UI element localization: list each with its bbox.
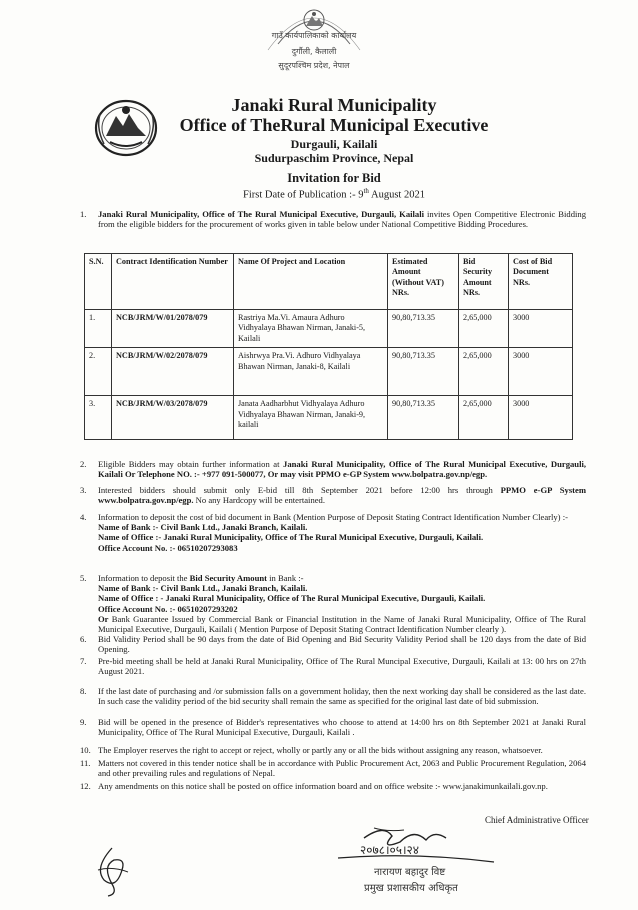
seal-line-2: दुर्गौली, कैलाली (291, 47, 337, 56)
signatory-title: Chief Administrative Officer (485, 815, 589, 825)
item-10: 10. The Employer reserves the right to accept or reject, wholly or partly any or all the bids without assigning any reason, whatsoever. (80, 745, 543, 755)
table-cell: 2,65,000 (459, 396, 509, 440)
table-header: Estimated Amount (Without VAT) NRs. (388, 254, 459, 310)
signature-date: २०७८।०५।२४ (360, 843, 420, 857)
table-row (85, 396, 573, 440)
item-11: 11. Matters not covered in this tender notice shall be in accordance with Public Procurement Act, 2063 and Public Procurement Regulation, 2064 and other prevailing rules and regulations of Nepal. (80, 758, 586, 779)
table-header: Cost of Bid Document NRs. (509, 254, 573, 310)
address-line-1: Durgauli, Kailali (290, 137, 378, 151)
table-cell: 3. (85, 396, 112, 440)
office-name: Office of TheRural Municipal Executive (179, 115, 489, 135)
table-row (85, 310, 573, 348)
item-6: 6. Bid Validity Period shall be 90 days from the date of Bid Opening and Bid Security Validity Period shall be 120 days from the date of Bid Opening. (80, 634, 586, 655)
seal-line-1: गाउँ कार्यपालिकाको कार्यालय (271, 31, 357, 40)
address-line-2: Sudurpaschim Province, Nepal (254, 151, 414, 165)
publication-date: First Date of Publication :- 9th August 2021 (243, 187, 425, 201)
item-12: 12. Any amendments on this notice shall be posted on office information board and on office website :- www.janakimunkailali.gov.np. (80, 781, 548, 791)
table-cell: 2,65,000 (459, 310, 509, 348)
table-header: S.N. (85, 254, 112, 310)
table-cell: 90,80,713.35 (388, 310, 459, 348)
initials-signature (82, 840, 142, 900)
item-4: 4. Information to deposit the cost of bid document in Bank (Mention Purpose of Deposit Stating Contract Identification Number Clearly) :- Name of Bank :- Civil Bank Ltd., Janaki Branch, Kailali. Name of Office :- Janaki Rural Municipality, Office of The Rural Municipal Executive, Durgauli, Kailali. Office Account No. :- 06510207293083 (80, 512, 568, 553)
table-cell: Rastriya Ma.Vi. Amaura Adhuro Vidhyalaya Bhawan Nirman, Janaki-5, Kailali (234, 310, 388, 348)
table-header: Name Of Project and Location (234, 254, 388, 310)
item-2: 2. Eligible Bidders may obtain further information at Janaki Rural Municipality, Office of The Rural Municipal Executive, Durgauli, Kailali Or Telephone NO. :- +977 091-500077, Or may visit PPMO e-GP System www.bolpatra.gov.np/egp. (80, 459, 586, 480)
table-cell: Aishrwya Pra.Vi. Adhuro Vidhyalaya Bhawan Nirman, Janaki-8, Kailali (234, 348, 388, 396)
table-cell: 3000 (509, 396, 573, 440)
table-cell: 90,80,713.35 (388, 396, 459, 440)
item-9: 9. Bid will be opened in the presence of Bidder's representatives who choose to attend at 14:00 hrs on 8th September 2021 at Janaki Rural Municipality, Office of The Rural Municipal Executive, Durgauli, Kailali . (80, 717, 586, 738)
seal-line-3: सुदूरपश्चिम प्रदेश, नेपाल (278, 61, 350, 70)
table-cell: 2. (85, 348, 112, 396)
table-row (85, 348, 573, 396)
table-cell: NCB/JRM/W/03/2078/079 (112, 396, 234, 440)
table-cell: 2,65,000 (459, 348, 509, 396)
item-1: 1. Janaki Rural Municipality, Office of The Rural Municipal Executive, Durgauli, Kailali invites Open Competitive Electronic Bidding from the eligible bidders for the procurement of works given in table below under National Competitive Bidding Procedures. (80, 209, 586, 230)
table-cell: 3000 (509, 348, 573, 396)
stamp-officer-title: प्रमुख प्रशासकीय अधिकृत (364, 883, 458, 894)
municipality-name: Janaki Rural Municipality (231, 95, 437, 115)
item-8: 8. If the last date of purchasing and /or submission falls on a government holiday, then the next working day shall be considered as the last date. In such case the validity period of the bid security shall remain the same as specified for the original last date of bid submission. (80, 686, 586, 707)
table-header-row (85, 254, 573, 310)
item-5: 5. Information to deposit the Bid Security Amount in Bank :- Name of Bank :- Civil Bank Ltd., Janaki Branch, Kailali. Name of Office : - Janaki Rural Municipality, Office of The Rural Municipal Executive, Durgauli, Kailali. Office Account No. :- 06510207293202 Or Bank Guarantee Issued by Commercial Bank or Financial Institution in the Name of Janaki Rural Municipality, Office of The Rural Municipal Executive, Durgauli, Kailali ( Mention Purpose of Deposit Stating Contract Identification Number clearly ). (80, 573, 586, 635)
item-3: 3. Interested bidders should submit only E-bid till 8th September 2021 before 12:00 hrs through PPMO e-GP System www.bolpatra.gov.np/egp. No any Hardcopy will be entertained. (80, 485, 586, 506)
office-seal (258, 4, 370, 90)
table-cell: NCB/JRM/W/01/2078/079 (112, 310, 234, 348)
table-cell: 1. (85, 310, 112, 348)
stamp-officer-name: नारायण बहादुर विष्ट (374, 867, 446, 878)
table-cell: 3000 (509, 310, 573, 348)
bid-table (84, 253, 573, 440)
table-header: Bid Security Amount NRs. (459, 254, 509, 310)
item-7: 7. Pre-bid meeting shall be held at Janaki Rural Municipality, Office of The Rural Muncipal Executive, Durgauli, Kailali at 13: 00 hrs on 27th August 2021. (80, 656, 586, 677)
table-cell: NCB/JRM/W/02/2078/079 (112, 348, 234, 396)
table-header: Contract Identification Number (112, 254, 234, 310)
notice-title: Invitation for Bid (287, 171, 381, 185)
table-cell: Janata Aadharbhut Vidhyalaya Adhuro Vidhyalaya Bhawan Nirman, Janaki-9, kailali (234, 396, 388, 440)
table-cell: 90,80,713.35 (388, 348, 459, 396)
